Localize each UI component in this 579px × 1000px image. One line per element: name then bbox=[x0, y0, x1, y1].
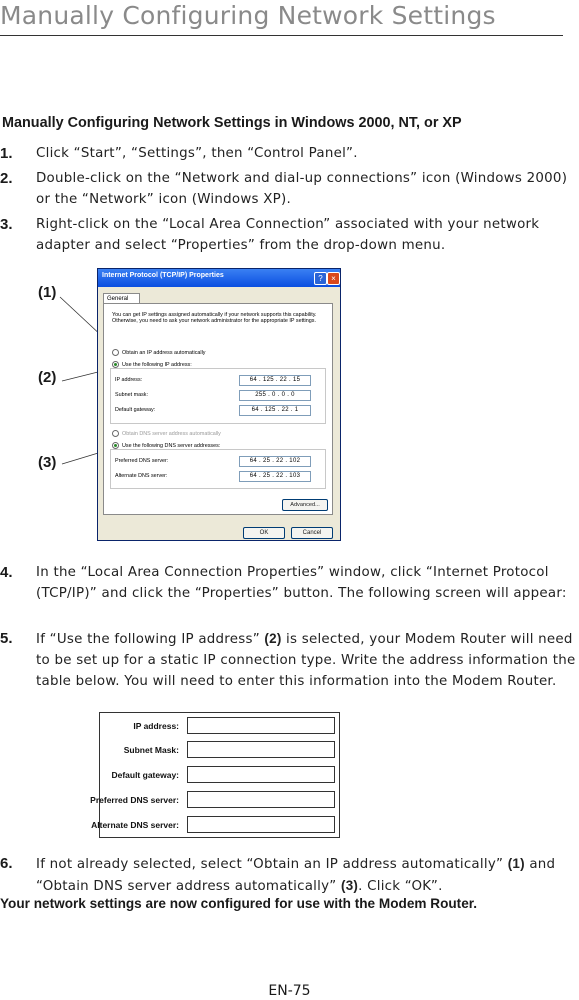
ip-address-label: IP address: bbox=[115, 377, 143, 383]
step-text: If “Use the following IP address” (2) is selected, your Modem Router will need to be set up for a static IP connection type. Write the address information the table below. You will need to enter this information into the Modem Router. bbox=[36, 631, 576, 689]
step-text: Double-click on the “Network and dial-up connections” icon (Windows 2000) or the “Network” icon (Windows XP). bbox=[36, 171, 568, 207]
tab-general[interactable]: General bbox=[103, 293, 140, 304]
ip-address-field[interactable]: 64 . 125 . 22 . 15 bbox=[239, 375, 311, 386]
alternate-dns-label: Alternate DNS server: bbox=[115, 473, 168, 479]
form-ip-label: IP address: bbox=[133, 721, 179, 731]
tcpip-properties-dialog bbox=[97, 268, 341, 541]
step-number: 4. bbox=[0, 564, 13, 581]
form-alt-dns-field[interactable] bbox=[187, 816, 335, 833]
step-text: In the “Local Area Connection Properties” window, click “Internet Protocol (TCP/IP)” and click the “Properties” button. The following screen will appear: bbox=[36, 565, 567, 601]
form-subnet-label: Subnet Mask: bbox=[123, 745, 179, 755]
step-number: 5. bbox=[0, 630, 13, 647]
ip-settings-group bbox=[110, 368, 326, 424]
dns-settings-group bbox=[110, 449, 326, 489]
closing-statement: Your network settings are now configured for use with the Modem Router. bbox=[0, 896, 478, 911]
ok-button[interactable]: OK bbox=[243, 527, 285, 539]
radio-label: Use the following IP address: bbox=[122, 361, 192, 368]
alternate-dns-field[interactable]: 64 . 25 . 22 . 103 bbox=[239, 471, 311, 482]
radio-label: Obtain an IP address automatically bbox=[122, 349, 206, 356]
form-pref-dns-label: Preferred DNS server: bbox=[90, 795, 179, 805]
page-number: EN-75 bbox=[268, 983, 311, 999]
section-heading: Manually Configuring Network Settings in Windows 2000, NT, or XP bbox=[2, 115, 462, 131]
step-number: 3. bbox=[0, 216, 13, 233]
form-subnet-field[interactable] bbox=[187, 741, 335, 758]
page-title: Manually Configuring Network Settings bbox=[0, 1, 496, 30]
radio-obtain-ip-automatically[interactable] bbox=[112, 349, 206, 356]
step-number: 6. bbox=[0, 855, 13, 872]
radio-button-selected-icon bbox=[112, 442, 119, 449]
close-icon[interactable]: × bbox=[327, 272, 340, 285]
step-number: 2. bbox=[0, 170, 13, 187]
radio-use-following-dns[interactable] bbox=[112, 442, 220, 449]
step-number: 1. bbox=[0, 145, 13, 162]
dialog-description: You can get IP settings assigned automatically if your network supports this capability. Otherwise, you need to ask your network administrator for the appropriate IP settings. bbox=[112, 312, 317, 325]
step-text: Right-click on the “Local Area Connection” associated with your network adapter and select “Properties” from the drop-down menu. bbox=[36, 217, 540, 253]
radio-obtain-dns-automatically[interactable] bbox=[112, 430, 221, 437]
form-alt-dns-label: Alternate DNS server: bbox=[91, 820, 179, 830]
form-pref-dns-field[interactable] bbox=[187, 791, 335, 808]
radio-button-icon bbox=[112, 349, 119, 356]
callout-2: (2) bbox=[38, 369, 57, 386]
step-text: If not already selected, select “Obtain an IP address automatically” (1) and “Obtain DNS server address automatically” (3). Click “OK”. bbox=[36, 856, 556, 894]
preferred-dns-label: Preferred DNS server: bbox=[115, 458, 169, 464]
advanced-button[interactable]: Advanced... bbox=[282, 499, 328, 511]
ref-1: (1) bbox=[507, 856, 525, 871]
radio-button-selected-icon bbox=[112, 361, 119, 368]
default-gateway-field[interactable]: 64 . 125 . 22 . 1 bbox=[239, 405, 311, 416]
callout-1: (1) bbox=[38, 284, 57, 301]
subnet-mask-label: Subnet mask: bbox=[115, 392, 148, 398]
callout-3: (3) bbox=[38, 454, 57, 471]
general-panel bbox=[103, 303, 333, 515]
help-icon[interactable]: ? bbox=[314, 272, 327, 285]
form-gateway-label: Default gateway: bbox=[111, 770, 179, 780]
preferred-dns-field[interactable]: 64 . 25 . 22 . 102 bbox=[239, 456, 311, 467]
ref-3: (3) bbox=[341, 878, 359, 893]
dialog-title: Internet Protocol (TCP/IP) Properties bbox=[102, 272, 224, 279]
network-info-form-table bbox=[90, 712, 340, 838]
cancel-button[interactable]: Cancel bbox=[291, 527, 333, 539]
default-gateway-label: Default gateway: bbox=[115, 407, 156, 413]
radio-button-icon bbox=[112, 430, 119, 437]
ref-2: (2) bbox=[264, 631, 282, 646]
radio-label: Use the following DNS server addresses: bbox=[122, 442, 221, 449]
step-text: Click “Start”, “Settings”, then “Control Panel”. bbox=[36, 146, 358, 161]
form-ip-field[interactable] bbox=[187, 717, 335, 734]
dialog-titlebar bbox=[98, 269, 340, 287]
subnet-mask-field[interactable]: 255 . 0 . 0 . 0 bbox=[239, 390, 311, 401]
radio-label: Obtain DNS server address automatically bbox=[122, 430, 221, 437]
form-gateway-field[interactable] bbox=[187, 766, 335, 783]
radio-use-following-ip[interactable] bbox=[112, 361, 192, 368]
